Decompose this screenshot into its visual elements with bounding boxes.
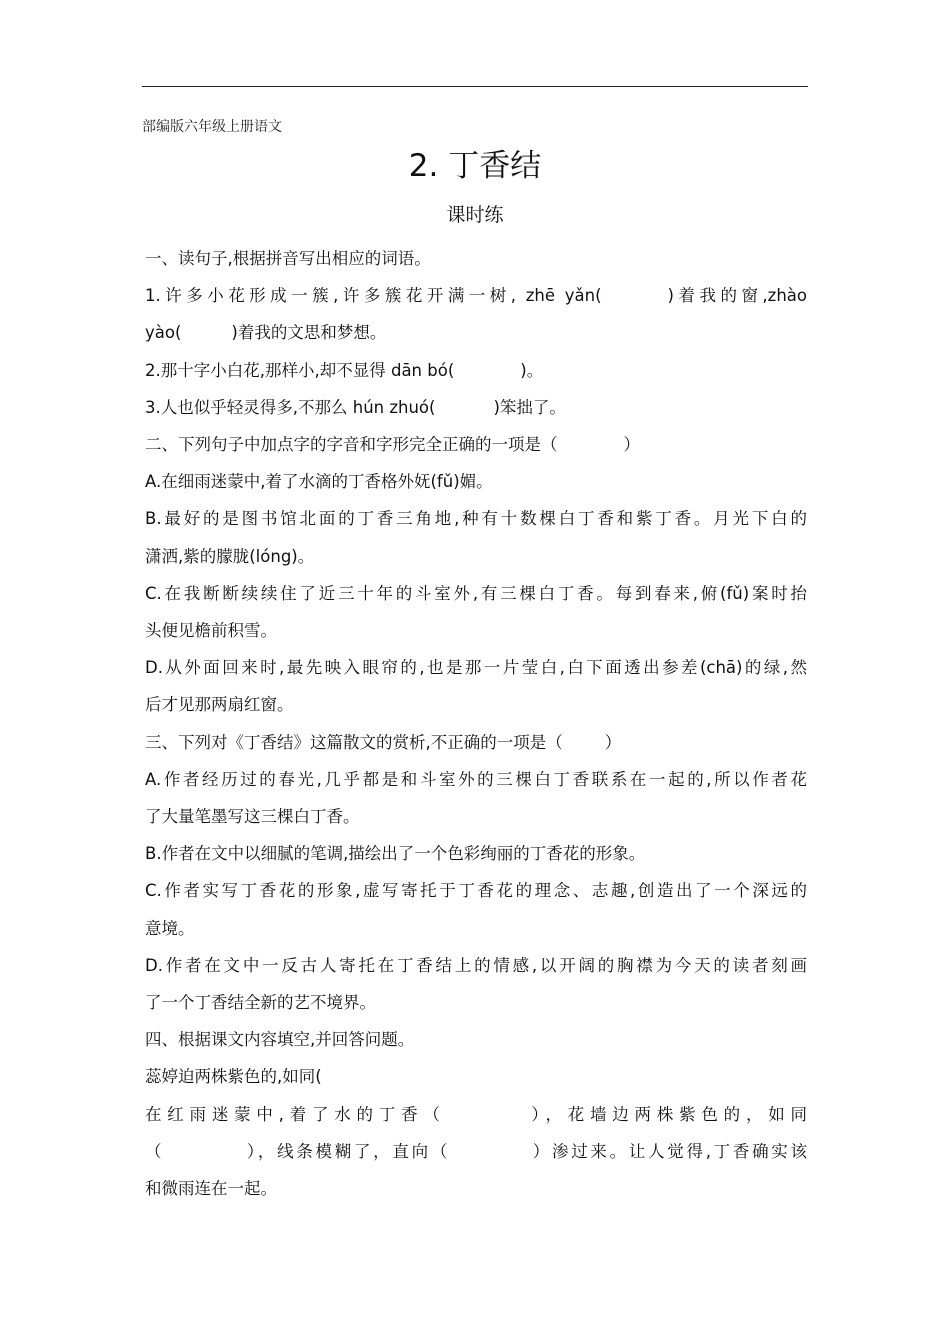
q1-text-c: yào( [145, 323, 182, 343]
sec2-option-d-line-1: D.从外面回来时,最先映入眼帘的,也是那一片莹白,白下面透出参差(chā)的绿,然 [145, 658, 807, 678]
sec2-option-a: A.在细雨迷蒙中,着了水滴的丁香格外妩(fǔ)媚。 [145, 472, 493, 492]
sec3-option-a-line-2: 了大量笔墨写这三棵白丁香。 [145, 807, 360, 827]
sec3-heading-text: 三、下列对《丁香结》这篇散文的赏析,不正确的一项是（ [145, 732, 563, 752]
q1-text-b: )着我的窗,zhào [667, 286, 807, 306]
question-2 [145, 352, 807, 389]
sec4-text-b: ），花墙边两株紫色的，如同 [525, 1104, 808, 1124]
sec4-text-a: 在红雨迷蒙中,着了水的丁香（ [145, 1104, 446, 1124]
sec4-line-1: 蕊婷迫两株紫色的,如同( [145, 1067, 322, 1087]
header-rule [142, 86, 808, 87]
sec3-option-c-line-1: C.作者实写丁香花的形象,虚写寄托于丁香花的理念、志趣,创造出了一个深远的 [145, 881, 807, 901]
q3-text-a: 3.人也似乎轻灵得多,不那么 hún zhuó( [145, 397, 436, 417]
section-4-heading: 四、根据课文内容填空,并回答问题。 [145, 1030, 415, 1050]
sec3-option-a-line-1: A.作者经历过的春光,几乎都是和斗室外的三棵白丁香联系在一起的,所以作者花 [145, 769, 807, 789]
q2-text-b: )。 [520, 360, 544, 380]
q2-text-a: 2.那十字小白花,那样小,却不显得 dān bó( [145, 360, 455, 380]
q1-text-a: 1.许多小花形成一簇,许多簇花开满一树, zhē yǎn( [145, 286, 602, 306]
sec3-heading-close: ） [604, 732, 622, 752]
sec2-heading-text: 二、下列句子中加点字的字音和字形完全正确的一项是（ [145, 435, 558, 455]
sec3-option-d-line-1: D.作者在文中一反古人寄托在丁香结上的情感,以开阔的胸襟为今天的读者刻画 [145, 955, 807, 975]
page-title: 2. 丁香结 [408, 148, 542, 184]
sec2-option-d-line-2: 后才见那两扇红窗。 [145, 695, 294, 715]
worksheet-body [145, 240, 807, 1207]
sec3-option-b: B.作者在文中以细腻的笔调,描绘出了一个色彩绚丽的丁香花的形象。 [145, 844, 646, 864]
page-subtitle: 课时练 [446, 204, 504, 226]
sec2-option-c-line-2: 头便见檐前积雪。 [145, 621, 277, 641]
sec4-line-2 [145, 1096, 807, 1133]
q3-text-b: )笨拙了。 [493, 397, 566, 417]
sec3-option-c-line-2: 意境。 [145, 918, 195, 938]
question-3 [145, 389, 807, 426]
q1-text-d: )着我的文思和梦想。 [231, 323, 387, 343]
question-1-line-1 [145, 277, 807, 314]
grade-label: 部编版六年级上册语文 [142, 119, 282, 135]
sec2-option-b-line-2: 潇洒,紫的朦胧(lóng)。 [145, 546, 315, 566]
section-3-heading [145, 724, 807, 761]
sec4-line-4: 和微雨连在一起。 [145, 1179, 277, 1199]
sec3-option-d-line-2: 了一个丁香结全新的艺不境界。 [145, 993, 376, 1013]
section-2-heading [145, 426, 807, 463]
question-1-line-2 [145, 314, 807, 351]
section-1-heading: 一、读句子,根据拼音写出相应的词语。 [145, 249, 431, 268]
sec4-text-c: （ [145, 1141, 165, 1161]
sec4-text-d: ），线条模糊了，直向（ [244, 1141, 451, 1161]
sec2-heading-close: ） [623, 435, 640, 455]
sec2-option-c-line-1: C.在我断断续续住了近三十年的斗室外,有三棵白丁香。每到春来,俯(fǔ)案时抬 [145, 583, 807, 603]
sec4-line-3 [145, 1133, 807, 1170]
sec2-option-b-line-1: B.最好的是图书馆北面的丁香三角地,种有十数棵白丁香和紫丁香。月光下白的 [145, 509, 807, 529]
sec4-text-e: ）渗过来。让人觉得,丁香确实该 [530, 1141, 808, 1161]
